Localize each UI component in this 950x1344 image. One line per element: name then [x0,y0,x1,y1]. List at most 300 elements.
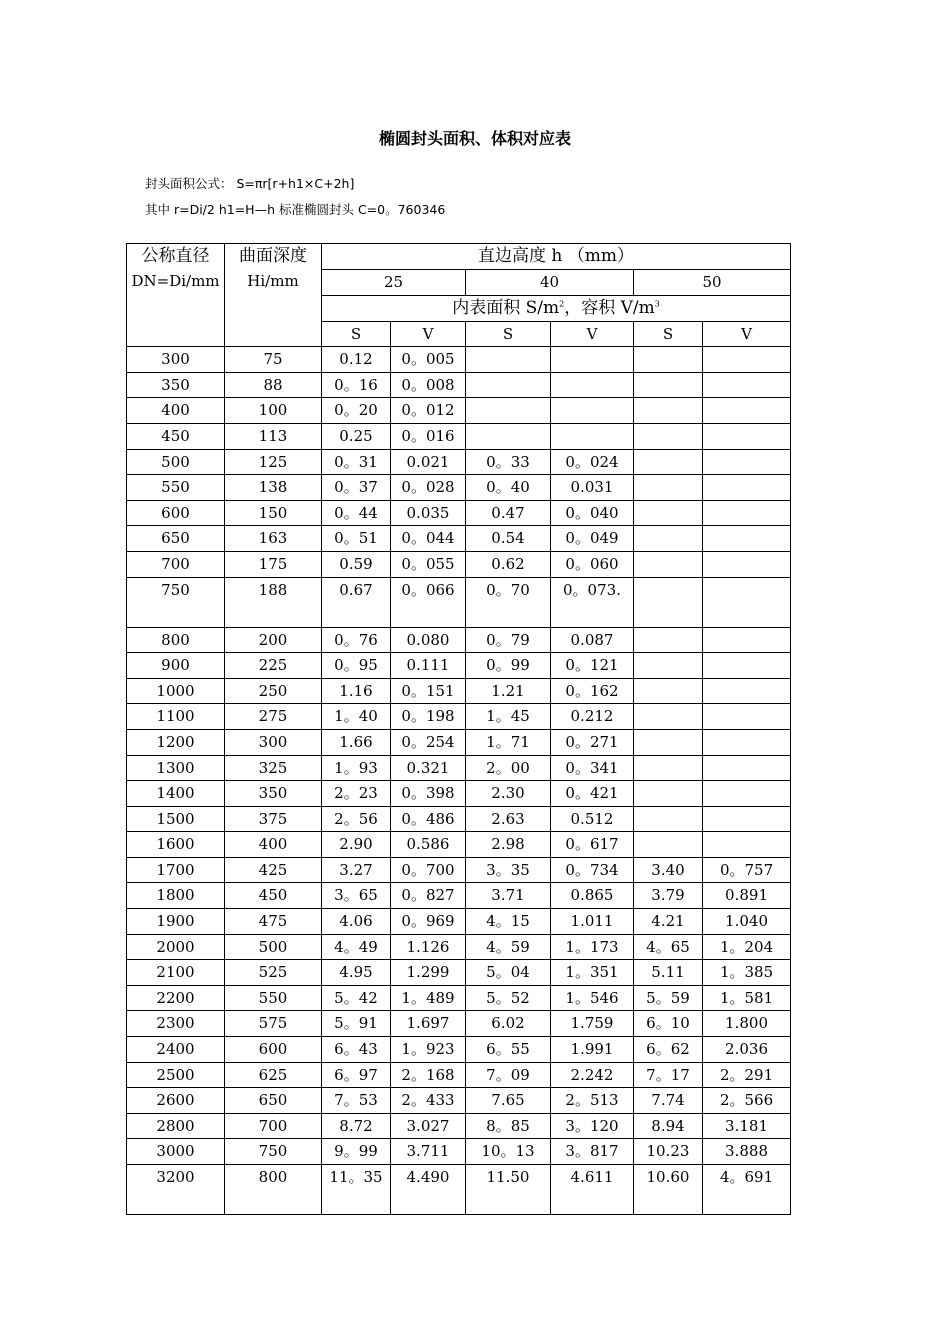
volume-label: ，容积 V/m [564,297,655,318]
sub-header-s: S [322,321,391,347]
hi-cell: 113 [225,423,322,449]
hi-cell: 475 [225,909,322,935]
v40-cell: 0。121 [551,653,634,679]
hi-cell: 100 [225,398,322,424]
s25-cell: 2。23 [322,781,391,807]
s50-cell: 7。17 [634,1062,703,1088]
s40-cell: 0。70 [466,577,551,627]
dn-cell: 750 [127,577,225,627]
s25-cell: 0.12 [322,347,391,373]
s50-cell [634,832,703,858]
s25-cell: 6。43 [322,1037,391,1063]
area-volume-header [322,295,791,321]
v40-cell: 1.011 [551,909,634,935]
s40-cell: 6.02 [466,1011,551,1037]
v50-cell [703,449,791,475]
page-title: 椭圆封头面积、体积对应表 [378,129,571,148]
v40-cell: 0.212 [551,704,634,730]
v50-cell: 1。204 [703,934,791,960]
v40-cell: 0.512 [551,806,634,832]
table-row [127,985,791,1011]
s50-cell: 10.23 [634,1139,703,1165]
v25-cell: 0。486 [391,806,466,832]
v25-cell: 0.111 [391,653,466,679]
s40-cell: 1.21 [466,678,551,704]
s50-cell: 10.60 [634,1165,703,1215]
hi-cell: 300 [225,729,322,755]
s25-cell: 8.72 [322,1113,391,1139]
dn-cell: 2400 [127,1037,225,1063]
s50-cell [634,449,703,475]
s25-cell: 6。97 [322,1062,391,1088]
v25-cell: 0。005 [391,347,466,373]
v50-cell [703,678,791,704]
v25-cell: 0.035 [391,500,466,526]
s25-cell: 2。56 [322,806,391,832]
v40-cell: 0。049 [551,526,634,552]
s40-cell: 0.54 [466,526,551,552]
v50-cell: 2。291 [703,1062,791,1088]
v25-cell: 0。008 [391,372,466,398]
s50-cell [634,781,703,807]
v25-cell: 0。151 [391,678,466,704]
dn-cell: 3000 [127,1139,225,1165]
table-row [127,577,791,627]
s25-cell: 0。76 [322,627,391,653]
s40-cell: 2。00 [466,755,551,781]
hi-cell: 575 [225,1011,322,1037]
hi-cell: 125 [225,449,322,475]
s25-cell: 1.16 [322,678,391,704]
table-row [127,755,791,781]
dn-cell: 1200 [127,729,225,755]
s50-cell [634,806,703,832]
table-row [127,653,791,679]
hi-cell: 425 [225,857,322,883]
sub-header-v: V [391,321,466,347]
v50-cell [703,729,791,755]
s25-cell: 0。16 [322,372,391,398]
hi-cell: 175 [225,551,322,577]
v25-cell: 0。398 [391,781,466,807]
dn-cell: 1300 [127,755,225,781]
v25-cell: 4.490 [391,1165,466,1215]
dn-cell: 500 [127,449,225,475]
v25-cell: 0。254 [391,729,466,755]
v25-cell: 0.321 [391,755,466,781]
hi-cell: 375 [225,806,322,832]
s50-cell [634,678,703,704]
sub-header-v: V [551,321,634,347]
s25-cell: 7。53 [322,1088,391,1114]
v25-cell: 3.027 [391,1113,466,1139]
v25-cell: 1.697 [391,1011,466,1037]
v25-cell: 1。489 [391,985,466,1011]
table-row [127,475,791,501]
dn-cell: 2100 [127,960,225,986]
v40-cell: 0。024 [551,449,634,475]
v50-cell [703,653,791,679]
hi-cell: 88 [225,372,322,398]
v25-cell: 0。827 [391,883,466,909]
v50-cell: 1。581 [703,985,791,1011]
v25-cell: 0。700 [391,857,466,883]
s25-cell: 4。49 [322,934,391,960]
table-row [127,551,791,577]
hi-cell: 700 [225,1113,322,1139]
v40-cell: 1。351 [551,960,634,986]
dn-cell: 1000 [127,678,225,704]
dn-cell: 350 [127,372,225,398]
v50-cell [703,423,791,449]
v50-cell [703,755,791,781]
s50-cell [634,423,703,449]
s50-cell: 4.21 [634,909,703,935]
s40-cell: 10。13 [466,1139,551,1165]
s40-cell: 2.63 [466,806,551,832]
dn-cell: 2800 [127,1113,225,1139]
s50-cell [634,755,703,781]
s25-cell: 0。37 [322,475,391,501]
s25-cell: 0.67 [322,577,391,627]
v50-cell [703,806,791,832]
v50-cell [703,398,791,424]
s25-cell: 0.59 [322,551,391,577]
v50-cell [703,781,791,807]
s25-cell: 3。65 [322,883,391,909]
s50-cell [634,372,703,398]
s25-cell: 11。35 [322,1165,391,1215]
v50-cell [703,475,791,501]
table-row [127,526,791,552]
v40-cell: 2.242 [551,1062,634,1088]
v25-cell: 0.080 [391,627,466,653]
h-value-header: 50 [634,270,791,296]
s40-cell: 2.98 [466,832,551,858]
table-row [127,1062,791,1088]
hi-cell: 800 [225,1165,322,1215]
s25-cell: 1.66 [322,729,391,755]
v40-cell: 0。040 [551,500,634,526]
dn-cell: 2300 [127,1011,225,1037]
dn-cell: 700 [127,551,225,577]
v40-cell: 0.865 [551,883,634,909]
s50-cell [634,347,703,373]
table-row [127,398,791,424]
v25-cell: 2。168 [391,1062,466,1088]
v40-cell: 4.611 [551,1165,634,1215]
s40-cell [466,398,551,424]
s50-cell [634,500,703,526]
v50-cell: 2.036 [703,1037,791,1063]
v50-cell [703,704,791,730]
v50-cell [703,526,791,552]
sub-header-s: S [634,321,703,347]
table-row [127,423,791,449]
s25-cell: 2.90 [322,832,391,858]
straight-height-header: 直边高度 h （mm） [322,244,791,270]
hi-cell: 400 [225,832,322,858]
v40-cell: 1。173 [551,934,634,960]
s50-cell [634,729,703,755]
s40-cell: 4。15 [466,909,551,935]
s50-cell: 5.11 [634,960,703,986]
s50-cell: 7.74 [634,1088,703,1114]
table-row [127,678,791,704]
v25-cell: 2。433 [391,1088,466,1114]
v40-cell [551,423,634,449]
s40-cell [466,347,551,373]
v40-cell: 0。073. [551,577,634,627]
v25-cell: 0。016 [391,423,466,449]
hi-cell: 75 [225,347,322,373]
v50-cell: 4。691 [703,1165,791,1215]
dn-cell: 900 [127,653,225,679]
v50-cell [703,347,791,373]
hi-cell: 525 [225,960,322,986]
s40-cell: 4。59 [466,934,551,960]
v40-cell: 0。162 [551,678,634,704]
area-formula: 封头面积公式： S=πr[r+h1×C+2h] [145,176,355,191]
v40-cell: 0。341 [551,755,634,781]
s50-cell: 3.79 [634,883,703,909]
s50-cell: 6。62 [634,1037,703,1063]
v50-cell [703,500,791,526]
sub-header-s: S [466,321,551,347]
h-value-header: 40 [466,270,634,296]
dn-cell: 1900 [127,909,225,935]
s25-cell: 0。44 [322,500,391,526]
v50-cell: 3.181 [703,1113,791,1139]
v50-cell: 0.891 [703,883,791,909]
table-row [127,934,791,960]
table-row [127,960,791,986]
v40-cell: 1.991 [551,1037,634,1063]
dn-cell: 1700 [127,857,225,883]
v40-cell: 3。120 [551,1113,634,1139]
v25-cell: 1。923 [391,1037,466,1063]
v40-cell: 2。513 [551,1088,634,1114]
v25-cell: 0.021 [391,449,466,475]
v50-cell: 3.888 [703,1139,791,1165]
s25-cell: 0。95 [322,653,391,679]
dn-cell: 650 [127,526,225,552]
hi-cell: 550 [225,985,322,1011]
v50-cell [703,577,791,627]
dn-cell: 300 [127,347,225,373]
hi-cell: 200 [225,627,322,653]
table-row [127,1165,791,1215]
s40-cell: 7。09 [466,1062,551,1088]
s25-cell: 9。99 [322,1139,391,1165]
table-row [127,883,791,909]
table-row [127,372,791,398]
s50-cell: 5。59 [634,985,703,1011]
v50-cell [703,627,791,653]
hi-column-header [225,244,322,347]
v50-cell: 0。757 [703,857,791,883]
hi-cell: 250 [225,678,322,704]
hi-cell: 750 [225,1139,322,1165]
hi-cell: 450 [225,883,322,909]
table-row [127,729,791,755]
dn-cell: 2600 [127,1088,225,1114]
s40-cell: 0.47 [466,500,551,526]
hi-cell: 275 [225,704,322,730]
s25-cell: 0。51 [322,526,391,552]
s50-cell: 3.40 [634,857,703,883]
v25-cell: 0。012 [391,398,466,424]
v25-cell: 1.299 [391,960,466,986]
hi-cell: 225 [225,653,322,679]
v25-cell: 3.711 [391,1139,466,1165]
v40-cell [551,398,634,424]
dn-header-label: 公称直径 [141,246,210,266]
table-row [127,857,791,883]
v25-cell: 1.126 [391,934,466,960]
s40-cell: 3。35 [466,857,551,883]
v40-cell: 0.087 [551,627,634,653]
table-row [127,832,791,858]
hi-cell: 600 [225,1037,322,1063]
s40-cell [466,372,551,398]
v25-cell: 0。198 [391,704,466,730]
v25-cell: 0。055 [391,551,466,577]
v25-cell: 0。969 [391,909,466,935]
v40-cell: 3。817 [551,1139,634,1165]
v40-cell: 1.759 [551,1011,634,1037]
s40-cell: 3.71 [466,883,551,909]
v25-cell: 0。028 [391,475,466,501]
area-label: 内表面积 S/m [452,297,560,318]
table-row [127,1037,791,1063]
v40-cell: 0。617 [551,832,634,858]
dn-cell: 600 [127,500,225,526]
s40-cell: 0。99 [466,653,551,679]
formula-definitions: 其中 r=Di/2 h1=H—h 标准椭圆封头 C=0。760346 [145,202,446,217]
s25-cell: 0。20 [322,398,391,424]
s40-cell: 5。52 [466,985,551,1011]
s25-cell: 4.95 [322,960,391,986]
table-row [127,909,791,935]
s40-cell: 8。85 [466,1113,551,1139]
s50-cell [634,653,703,679]
v40-cell: 0。271 [551,729,634,755]
s40-cell: 1。45 [466,704,551,730]
dn-cell: 2200 [127,985,225,1011]
hi-header-label: 曲面深度 [239,246,307,266]
s50-cell [634,398,703,424]
v40-cell: 0。060 [551,551,634,577]
hi-header-unit: Hi/mm [247,272,299,290]
hi-cell: 500 [225,934,322,960]
s40-cell: 1。71 [466,729,551,755]
s40-cell: 7.65 [466,1088,551,1114]
s40-cell: 0。33 [466,449,551,475]
s40-cell: 0。79 [466,627,551,653]
dn-header-unit: DN=Di/mm [131,272,220,290]
s50-cell [634,551,703,577]
s25-cell: 3.27 [322,857,391,883]
v40-cell [551,372,634,398]
s50-cell [634,704,703,730]
dn-cell: 1100 [127,704,225,730]
dn-cell: 2500 [127,1062,225,1088]
dn-cell: 2000 [127,934,225,960]
s25-cell: 1。93 [322,755,391,781]
s25-cell: 4.06 [322,909,391,935]
v50-cell: 1.040 [703,909,791,935]
sub-header-v: V [703,321,791,347]
s40-cell: 0。40 [466,475,551,501]
dn-cell: 1800 [127,883,225,909]
v40-cell: 0.031 [551,475,634,501]
s25-cell: 5。91 [322,1011,391,1037]
s50-cell: 6。10 [634,1011,703,1037]
v40-cell: 0。734 [551,857,634,883]
table-row [127,1088,791,1114]
v40-cell: 1。546 [551,985,634,1011]
table-row [127,1139,791,1165]
v25-cell: 0。066 [391,577,466,627]
table-row [127,806,791,832]
s25-cell: 5。42 [322,985,391,1011]
dn-cell: 3200 [127,1165,225,1215]
s50-cell [634,577,703,627]
v50-cell: 2。566 [703,1088,791,1114]
dn-cell: 800 [127,627,225,653]
dn-cell: 450 [127,423,225,449]
s50-cell [634,475,703,501]
hi-cell: 325 [225,755,322,781]
table-row [127,704,791,730]
dn-cell: 1400 [127,781,225,807]
h-value-header: 25 [322,270,466,296]
area-unit-exponent: 2 [559,298,565,308]
s40-cell: 5。04 [466,960,551,986]
table-row [127,1011,791,1037]
v50-cell: 1。385 [703,960,791,986]
dn-cell: 550 [127,475,225,501]
dn-cell: 1600 [127,832,225,858]
s50-cell: 4。65 [634,934,703,960]
dn-cell: 1500 [127,806,225,832]
s40-cell [466,423,551,449]
volume-unit-exponent: 3 [654,298,660,308]
table-row [127,781,791,807]
s40-cell: 2.30 [466,781,551,807]
hi-cell: 350 [225,781,322,807]
s50-cell [634,526,703,552]
s25-cell: 1。40 [322,704,391,730]
v50-cell [703,372,791,398]
s50-cell: 8.94 [634,1113,703,1139]
v40-cell: 0。421 [551,781,634,807]
table-row [127,500,791,526]
hi-cell: 138 [225,475,322,501]
dn-column-header [127,244,225,347]
hi-cell: 188 [225,577,322,627]
s50-cell [634,627,703,653]
v50-cell [703,551,791,577]
hi-cell: 150 [225,500,322,526]
hi-cell: 650 [225,1088,322,1114]
s40-cell: 11.50 [466,1165,551,1215]
v40-cell [551,347,634,373]
v50-cell [703,832,791,858]
area-volume-table [126,243,791,1215]
s40-cell: 0.62 [466,551,551,577]
